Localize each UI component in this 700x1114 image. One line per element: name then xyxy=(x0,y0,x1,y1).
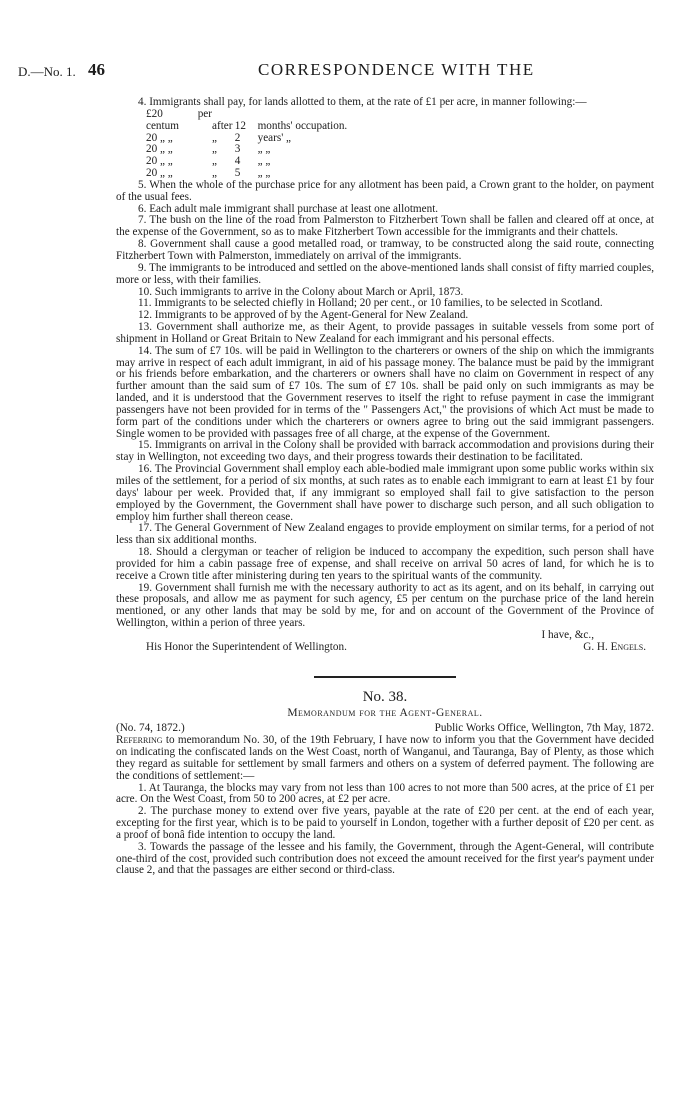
signature: G. H. Engels. xyxy=(583,640,646,653)
condition-3: 3. Towards the passage of the lessee and his family, the Government, through the Agent-General, will contribute one-third of the cost, provided such contribution does not exceed the amount received for the first year's payment under clause 2, and that the passages are either second or third-class. xyxy=(116,840,654,877)
section-divider xyxy=(314,676,456,678)
paragraph-4: 4. Immigrants shall pay, for lands allotted to them, at the rate of £1 per acre, in manner following:— xyxy=(138,96,587,108)
condition-1: 1. At Tauranga, the blocks may vary from not less than 100 acres to not more than 500 acres, at the price of £1 per acre. On the West Coast, from 50 to 200 acres, at £2 per acre. xyxy=(116,781,654,806)
condition-2: 2. The purchase money to extend over five years, payable at the rate of £20 per cent. at the end of each year, excepting for the first year, which is to be paid to yourself in London, together with a further deposit of £20 per cent. as a proof of bonâ fide intention to occupy the land. xyxy=(116,805,654,841)
paragraph-7: 7. The bush on the line of the road from Palmerston to Fitzherbert Town shall be fallen and cleared off at once, at the expense of the Government, so as to make Fitzherbert Town accessible for the immigrants and their chattels. xyxy=(116,214,654,239)
document-number: No. 38. xyxy=(362,688,408,705)
paragraph-8: 8. Government shall cause a good metalled road, or tramway, to be constructed along the said route, connecting Fitzherbert Town with Palmerston, immediately on arrival of the immigrants. xyxy=(116,238,654,262)
document-body xyxy=(116,97,654,877)
schedule-row: 20 „ „ „ 2 years' „ xyxy=(146,131,291,144)
paragraph-19: 19. Government shall furnish me with the necessary authority to act as its agent, and on its behalf, in carrying out these proposals, and allow me as payment for such agency, £5 per centum on the purchase price of the land herein mentioned, or any other lands that may be sold by me, for and on account of the Government of the Province of Wellington, within a perion of three years. xyxy=(116,581,654,630)
schedule-row: £20 per centum after 12 months' occupation. xyxy=(146,107,348,132)
schedule-row: 20 „ „ „ 5 „ „ xyxy=(146,167,271,180)
paragraph-5: 5. When the whole of the purchase price for any allotment has been paid, a Crown grant to the holder, on payment of the usual fees. xyxy=(116,178,654,203)
intro-text: to memorandum No. 30, of the 19th February, I have now to inform you that the Government have decided on indicating the confiscated lands on the West Coast, north of Wanganui, and Tauranga, Bay of Plenty, as those which they regard as suitable for settlement by small farmers and others on a system of deferred payment. The following are the conditions of settlement:— xyxy=(116,734,655,782)
memo-reference: (No. 74, 1872.) xyxy=(116,722,185,735)
opening-word: Referring xyxy=(116,734,163,747)
page-header xyxy=(0,60,700,84)
schedule-row: 20 „ „ „ 4 „ „ xyxy=(146,155,271,168)
memo-title: Memorandum for the Agent-General. xyxy=(287,706,483,719)
addressee: His Honor the Superintendent of Wellington. xyxy=(146,640,347,653)
letter-closing: I have, &c., xyxy=(541,628,594,641)
paragraph-9: 9. The immigrants to be introduced and settled on the above-mentioned lands shall consist of fifty married couples, more or less, with their families. xyxy=(116,261,654,286)
memo-intro xyxy=(116,735,654,782)
paragraph-16: 16. The Provincial Government shall employ each able-bodied male immigrant upon some public works within six miles of the settlement, for a period of six months, at such rates as to enable each immigrant to earn at least £1 by four days' labour per week. Provided that, if any immigrant so employed shall fail to give satisfaction to the person employed by the Government, the Government shall have power to discharge such person, and all such obligation to employ him further shall thereon cease. xyxy=(116,463,654,523)
paragraph-17: 17. The General Government of New Zealand engages to provide employment on similar terms, for a period of not less than six additional months. xyxy=(116,522,654,547)
page-number: 46 xyxy=(88,60,105,79)
paragraph-10: 10. Such immigrants to arrive in the Colony about March or April, 1873. xyxy=(138,285,464,298)
running-title: CORRESPONDENCE WITH THE xyxy=(258,60,535,79)
paragraph-18: 18. Should a clergyman or teacher of religion be induced to accompany the expedition, such person shall have provided for him a cabin passage free of expense, and shall receive on arrival 50 acres of land, for which he is to receive a Crown title after ministering during ten years to the spiritual wants of the community. xyxy=(116,546,654,582)
paragraph-6: 6. Each adult male immigrant shall purchase at least one allotment. xyxy=(138,202,439,215)
paragraph-12: 12. Immigrants to be approved of by the Agent-General for New Zealand. xyxy=(138,309,469,322)
paragraph-15: 15. Immigrants on arrival in the Colony shall be provided with barrack accommodation and provisions during their stay in Wellington, not exceeding two days, and their progress towards their destination to be facilitated. xyxy=(116,439,654,464)
paragraph-11: 11. Immigrants to be selected chiefly in Holland; 20 per cent., or 10 families, to be selected in Scotland. xyxy=(138,297,603,310)
paragraph-14: 14. The sum of £7 10s. will be paid in Wellington to the charterers or owners of the ship on which the immigrants may arrive in respect of each adult immigrant, in aid of his passage money. The balance must be paid by the immigrant or his friends before embarkation, and the charterers or owners shall have no claim on Government in respect of any further amount than the said sum of £7 10s. The sum of £7 10s. shall be paid only on such immigrants as may be landed, and it is understood that the Government reserves to itself the right to refuse payment in case the immigrant passengers have not been provided for in terms of the " Passengers Act," the provisions of which Act must be made to form part of the conditions under which the charterers or owners agree to bring out the said immigrant passengers. Single women to be provided with passages free of all charge, at the expense of the Government. xyxy=(116,344,654,440)
signature-line xyxy=(116,642,654,654)
memo-date: Public Works Office, Wellington, 7th May, 1872. xyxy=(434,722,654,735)
paragraph-13: 13. Government shall authorize me, as their Agent, to provide passages in suitable vessels from some port of shipment in Holland or Great Britain to New Zealand for each immigrant and his personal effects. xyxy=(116,321,654,345)
document-reference: D.—No. 1. xyxy=(18,64,76,79)
schedule-row: 20 „ „ „ 3 „ „ xyxy=(146,143,271,156)
